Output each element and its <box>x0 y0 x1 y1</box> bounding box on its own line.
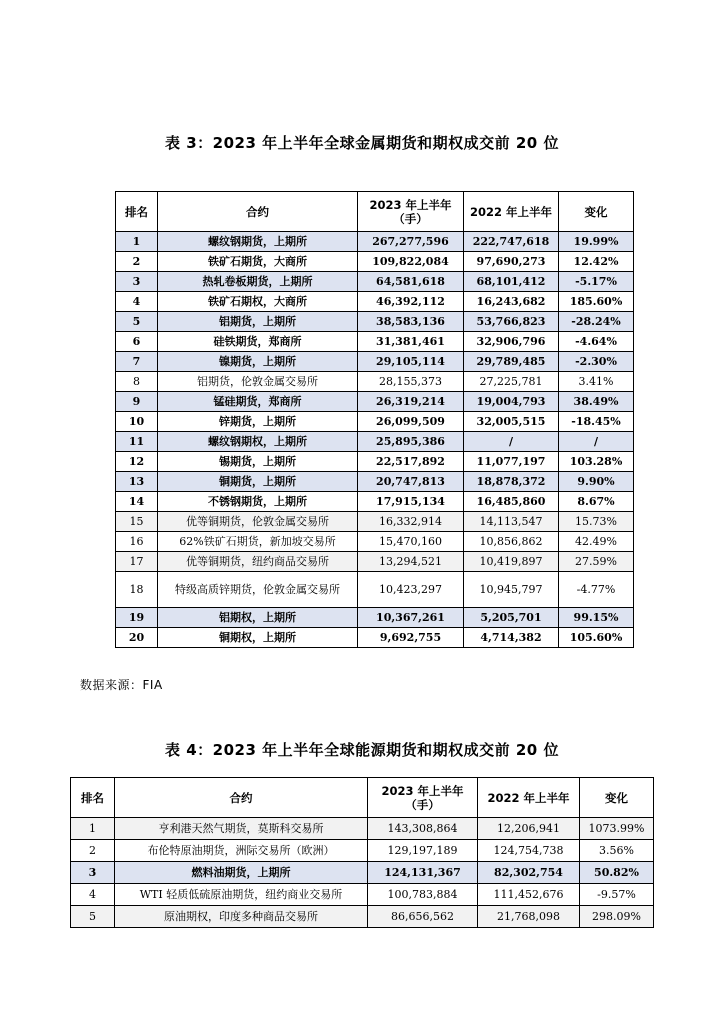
cell-rank: 4 <box>116 292 158 312</box>
cell-change: -2.30% <box>559 352 634 372</box>
cell-rank: 3 <box>71 862 115 884</box>
cell-change: 185.60% <box>559 292 634 312</box>
cell-rank: 15 <box>116 512 158 532</box>
cell-contract: 铝期权，上期所 <box>158 608 358 628</box>
cell-rank: 10 <box>116 412 158 432</box>
cell-y2023: 129,197,189 <box>368 840 478 862</box>
cell-y2022: 5,205,701 <box>464 608 559 628</box>
table3-title: 表 3：2023 年上半年全球金属期货和期权成交前 20 位 <box>165 134 559 152</box>
cell-change: 8.67% <box>559 492 634 512</box>
cell-y2023: 25,895,386 <box>358 432 464 452</box>
cell-rank: 2 <box>71 840 115 862</box>
table-row <box>116 352 634 372</box>
cell-y2023: 10,423,297 <box>358 572 464 608</box>
cell-rank: 4 <box>71 884 115 906</box>
table-header-row <box>116 192 634 232</box>
cell-y2023: 9,692,755 <box>358 628 464 648</box>
cell-contract: 优等铜期货，伦敦金属交易所 <box>158 512 358 532</box>
cell-rank: 11 <box>116 432 158 452</box>
cell-y2023: 86,656,562 <box>368 906 478 928</box>
cell-change: 105.60% <box>559 628 634 648</box>
cell-rank: 9 <box>116 392 158 412</box>
header-2023: 2023 年上半年（手） <box>368 778 478 818</box>
header-2022: 2022 年上半年 <box>478 778 580 818</box>
cell-rank: 14 <box>116 492 158 512</box>
cell-y2023: 267,277,596 <box>358 232 464 252</box>
header-contract: 合约 <box>158 192 358 232</box>
cell-contract: 铁矿石期权，大商所 <box>158 292 358 312</box>
cell-contract: 铜期货，上期所 <box>158 472 358 492</box>
table-row <box>116 552 634 572</box>
cell-y2022: 32,906,796 <box>464 332 559 352</box>
cell-y2022: 124,754,738 <box>478 840 580 862</box>
cell-contract: 热轧卷板期货，上期所 <box>158 272 358 292</box>
cell-rank: 13 <box>116 472 158 492</box>
cell-y2023: 64,581,618 <box>358 272 464 292</box>
cell-contract: 铜期权，上期所 <box>158 628 358 648</box>
cell-change: -28.24% <box>559 312 634 332</box>
cell-change: -5.17% <box>559 272 634 292</box>
cell-rank: 20 <box>116 628 158 648</box>
cell-rank: 18 <box>116 572 158 608</box>
cell-y2023: 16,332,914 <box>358 512 464 532</box>
table-row <box>116 232 634 252</box>
table-row <box>71 840 654 862</box>
table-row <box>116 472 634 492</box>
cell-change: 103.28% <box>559 452 634 472</box>
header-contract: 合约 <box>115 778 368 818</box>
cell-contract: 螺纹钢期货，上期所 <box>158 232 358 252</box>
cell-y2023: 38,583,136 <box>358 312 464 332</box>
cell-y2023: 17,915,134 <box>358 492 464 512</box>
cell-y2023: 46,392,112 <box>358 292 464 312</box>
table4-title: 表 4：2023 年上半年全球能源期货和期权成交前 20 位 <box>165 741 559 759</box>
cell-change: -9.57% <box>580 884 654 906</box>
cell-rank: 2 <box>116 252 158 272</box>
cell-y2023: 22,517,892 <box>358 452 464 472</box>
cell-rank: 16 <box>116 532 158 552</box>
cell-contract: 不锈钢期货，上期所 <box>158 492 358 512</box>
table-row <box>71 862 654 884</box>
cell-change: 3.41% <box>559 372 634 392</box>
energy-table <box>70 777 654 928</box>
cell-rank: 6 <box>116 332 158 352</box>
cell-change: 9.90% <box>559 472 634 492</box>
table-row <box>116 292 634 312</box>
data-source: 数据来源：FIA <box>80 678 163 692</box>
cell-y2022: 14,113,547 <box>464 512 559 532</box>
cell-rank: 5 <box>71 906 115 928</box>
cell-y2022: 10,945,797 <box>464 572 559 608</box>
header-2023: 2023 年上半年（手） <box>358 192 464 232</box>
cell-contract: 锰硅期货，郑商所 <box>158 392 358 412</box>
table-row <box>116 312 634 332</box>
cell-y2022: 19,004,793 <box>464 392 559 412</box>
cell-rank: 17 <box>116 552 158 572</box>
table-row <box>116 532 634 552</box>
cell-contract: 螺纹钢期权，上期所 <box>158 432 358 452</box>
cell-contract: 优等铜期货，纽约商品交易所 <box>158 552 358 572</box>
cell-contract: 62%铁矿石期货，新加坡交易所 <box>158 532 358 552</box>
cell-change: 298.09% <box>580 906 654 928</box>
cell-rank: 1 <box>116 232 158 252</box>
cell-change: 42.49% <box>559 532 634 552</box>
cell-y2022: 29,789,485 <box>464 352 559 372</box>
cell-rank: 1 <box>71 818 115 840</box>
cell-contract: 铝期货，伦敦金属交易所 <box>158 372 358 392</box>
cell-change: -4.77% <box>559 572 634 608</box>
table-row <box>116 452 634 472</box>
cell-contract: 铝期货，上期所 <box>158 312 358 332</box>
cell-contract: WTI 轻质低硫原油期货，纽约商业交易所 <box>115 884 368 906</box>
header-rank: 排名 <box>116 192 158 232</box>
cell-y2022: 82,302,754 <box>478 862 580 884</box>
cell-contract: 硅铁期货，郑商所 <box>158 332 358 352</box>
cell-y2022: 12,206,941 <box>478 818 580 840</box>
cell-rank: 7 <box>116 352 158 372</box>
cell-y2023: 26,099,509 <box>358 412 464 432</box>
cell-y2022: 68,101,412 <box>464 272 559 292</box>
header-change: 变化 <box>580 778 654 818</box>
table-row <box>116 252 634 272</box>
cell-contract: 亨利港天然气期货，莫斯科交易所 <box>115 818 368 840</box>
cell-contract: 特级高质锌期货，伦敦金属交易所 <box>158 572 358 608</box>
cell-contract: 布伦特原油期货，洲际交易所（欧洲） <box>115 840 368 862</box>
cell-change: 27.59% <box>559 552 634 572</box>
cell-change: 12.42% <box>559 252 634 272</box>
cell-rank: 3 <box>116 272 158 292</box>
cell-y2022: 16,243,682 <box>464 292 559 312</box>
cell-change: / <box>559 432 634 452</box>
cell-y2023: 10,367,261 <box>358 608 464 628</box>
cell-y2023: 13,294,521 <box>358 552 464 572</box>
cell-change: 38.49% <box>559 392 634 412</box>
cell-contract: 锌期货，上期所 <box>158 412 358 432</box>
cell-rank: 12 <box>116 452 158 472</box>
cell-y2022: 10,856,862 <box>464 532 559 552</box>
cell-y2022: 21,768,098 <box>478 906 580 928</box>
cell-y2023: 109,822,084 <box>358 252 464 272</box>
table-row <box>116 272 634 292</box>
header-change: 变化 <box>559 192 634 232</box>
table-row <box>116 392 634 412</box>
table-header-row <box>71 778 654 818</box>
cell-y2023: 143,308,864 <box>368 818 478 840</box>
cell-y2022: / <box>464 432 559 452</box>
cell-y2023: 29,105,114 <box>358 352 464 372</box>
cell-y2023: 15,470,160 <box>358 532 464 552</box>
cell-change: 3.56% <box>580 840 654 862</box>
cell-change: 19.99% <box>559 232 634 252</box>
table-row <box>71 906 654 928</box>
cell-rank: 5 <box>116 312 158 332</box>
cell-y2023: 28,155,373 <box>358 372 464 392</box>
cell-y2023: 100,783,884 <box>368 884 478 906</box>
cell-change: -4.64% <box>559 332 634 352</box>
cell-y2022: 10,419,897 <box>464 552 559 572</box>
table-row <box>116 512 634 532</box>
cell-y2022: 111,452,676 <box>478 884 580 906</box>
cell-change: 15.73% <box>559 512 634 532</box>
cell-y2022: 53,766,823 <box>464 312 559 332</box>
table-row <box>116 372 634 392</box>
cell-contract: 原油期权，印度多种商品交易所 <box>115 906 368 928</box>
header-rank: 排名 <box>71 778 115 818</box>
cell-y2023: 26,319,214 <box>358 392 464 412</box>
cell-contract: 锡期货，上期所 <box>158 452 358 472</box>
cell-y2022: 222,747,618 <box>464 232 559 252</box>
cell-contract: 镍期货，上期所 <box>158 352 358 372</box>
cell-change: 50.82% <box>580 862 654 884</box>
cell-y2022: 32,005,515 <box>464 412 559 432</box>
cell-y2022: 97,690,273 <box>464 252 559 272</box>
cell-change: -18.45% <box>559 412 634 432</box>
cell-y2023: 20,747,813 <box>358 472 464 492</box>
cell-y2022: 27,225,781 <box>464 372 559 392</box>
table-row <box>116 412 634 432</box>
table-row <box>116 492 634 512</box>
cell-y2022: 11,077,197 <box>464 452 559 472</box>
table-row <box>116 332 634 352</box>
cell-change: 1073.99% <box>580 818 654 840</box>
header-2022: 2022 年上半年 <box>464 192 559 232</box>
cell-y2022: 16,485,860 <box>464 492 559 512</box>
table-row <box>71 818 654 840</box>
table-row <box>116 432 634 452</box>
cell-y2023: 31,381,461 <box>358 332 464 352</box>
table-row <box>116 608 634 628</box>
cell-contract: 铁矿石期货，大商所 <box>158 252 358 272</box>
table-row <box>116 628 634 648</box>
cell-y2022: 4,714,382 <box>464 628 559 648</box>
cell-y2023: 124,131,367 <box>368 862 478 884</box>
cell-rank: 19 <box>116 608 158 628</box>
cell-change: 99.15% <box>559 608 634 628</box>
table-row <box>71 884 654 906</box>
metals-table <box>115 191 634 648</box>
cell-contract: 燃料油期货，上期所 <box>115 862 368 884</box>
table-row <box>116 572 634 608</box>
cell-rank: 8 <box>116 372 158 392</box>
cell-y2022: 18,878,372 <box>464 472 559 492</box>
